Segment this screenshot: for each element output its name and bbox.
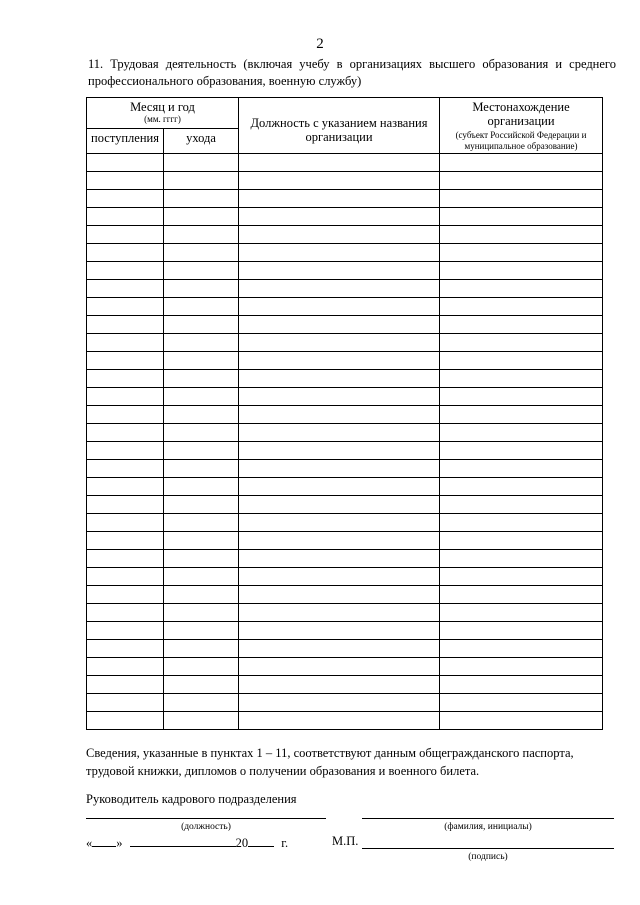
end-cell[interactable] xyxy=(164,550,239,568)
table-row xyxy=(87,586,603,604)
end-cell[interactable] xyxy=(164,532,239,550)
start-cell[interactable] xyxy=(87,280,164,298)
location-cell[interactable] xyxy=(440,676,603,694)
location-cell[interactable] xyxy=(440,532,603,550)
position-cell[interactable] xyxy=(239,514,440,532)
certification-statement: Сведения, указанные в пунктах 1 – 11, соответствуют данным общегражданского паспорта, трудовой книжки, дипломов о получении образования и военного билета. xyxy=(86,746,574,778)
work-history-table xyxy=(86,97,603,730)
table-row xyxy=(87,226,603,244)
date-line xyxy=(86,834,288,851)
position-cell[interactable] xyxy=(239,604,440,622)
start-cell[interactable] xyxy=(87,316,164,334)
name-line[interactable] xyxy=(362,818,614,819)
end-cell[interactable] xyxy=(164,370,239,388)
location-cell[interactable] xyxy=(440,388,603,406)
location-cell[interactable] xyxy=(440,568,603,586)
location-cell[interactable] xyxy=(440,442,603,460)
location-cell[interactable] xyxy=(440,694,603,712)
header-location-note: (субъект Российской Федерации и муниципальное образование) xyxy=(455,130,587,151)
stamp-label: М.П. xyxy=(332,834,359,848)
header-end xyxy=(164,129,239,154)
position-cell[interactable] xyxy=(239,316,440,334)
start-cell[interactable] xyxy=(87,172,164,190)
position-cell[interactable] xyxy=(239,226,440,244)
position-cell[interactable] xyxy=(239,172,440,190)
end-cell[interactable] xyxy=(164,388,239,406)
position-cell[interactable] xyxy=(239,496,440,514)
location-cell[interactable] xyxy=(440,622,603,640)
end-cell[interactable] xyxy=(164,676,239,694)
end-cell[interactable] xyxy=(164,640,239,658)
year-prefix: 20 xyxy=(235,836,249,850)
start-cell[interactable] xyxy=(87,604,164,622)
year-field[interactable] xyxy=(248,834,274,847)
location-cell[interactable] xyxy=(440,424,603,442)
end-cell[interactable] xyxy=(164,424,239,442)
location-cell[interactable] xyxy=(440,208,603,226)
end-cell[interactable] xyxy=(164,208,239,226)
table-row xyxy=(87,352,603,370)
table-row xyxy=(87,424,603,442)
table-row xyxy=(87,532,603,550)
position-line[interactable] xyxy=(86,818,326,819)
header-month-year-format: (мм. гггг) xyxy=(144,114,181,124)
start-cell[interactable] xyxy=(87,640,164,658)
date-close-quote: » xyxy=(116,836,123,850)
page-number: 2 xyxy=(316,36,324,52)
end-cell[interactable] xyxy=(164,352,239,370)
location-cell[interactable] xyxy=(440,244,603,262)
position-cell[interactable] xyxy=(239,406,440,424)
location-cell[interactable] xyxy=(440,262,603,280)
end-cell[interactable] xyxy=(164,496,239,514)
end-cell[interactable] xyxy=(164,280,239,298)
position-cell[interactable] xyxy=(239,154,440,172)
location-cell[interactable] xyxy=(440,298,603,316)
start-cell[interactable] xyxy=(87,208,164,226)
position-cell[interactable] xyxy=(239,478,440,496)
table-row xyxy=(87,190,603,208)
end-cell[interactable] xyxy=(164,622,239,640)
position-cell[interactable] xyxy=(239,460,440,478)
location-cell[interactable] xyxy=(440,496,603,514)
start-cell[interactable] xyxy=(87,496,164,514)
start-cell[interactable] xyxy=(87,712,164,730)
table-row xyxy=(87,478,603,496)
table-row xyxy=(87,640,603,658)
table-row xyxy=(87,514,603,532)
position-cell[interactable] xyxy=(239,424,440,442)
position-cell[interactable] xyxy=(239,550,440,568)
table-row xyxy=(87,712,603,730)
position-cell[interactable] xyxy=(239,640,440,658)
position-cell[interactable] xyxy=(239,208,440,226)
table-row xyxy=(87,568,603,586)
header-position xyxy=(239,98,440,154)
position-cell[interactable] xyxy=(239,370,440,388)
position-cell[interactable] xyxy=(239,442,440,460)
position-cell[interactable] xyxy=(239,586,440,604)
location-cell[interactable] xyxy=(440,478,603,496)
end-cell[interactable] xyxy=(164,244,239,262)
table-row xyxy=(87,496,603,514)
end-cell[interactable] xyxy=(164,586,239,604)
header-end-label: ухода xyxy=(186,131,216,145)
end-cell[interactable] xyxy=(164,298,239,316)
section-heading-line2: профессионального образования, военную службу) xyxy=(88,74,362,88)
day-field[interactable] xyxy=(92,834,116,847)
table-row xyxy=(87,334,603,352)
date-open-quote: « xyxy=(86,836,93,850)
start-cell[interactable] xyxy=(87,406,164,424)
location-cell[interactable] xyxy=(440,712,603,730)
signature-caption: (подпись) xyxy=(468,852,508,862)
end-cell[interactable] xyxy=(164,154,239,172)
location-cell[interactable] xyxy=(440,334,603,352)
table-row xyxy=(87,676,603,694)
start-cell[interactable] xyxy=(87,694,164,712)
header-start xyxy=(87,129,164,154)
end-cell[interactable] xyxy=(164,478,239,496)
table-row xyxy=(87,406,603,424)
start-cell[interactable] xyxy=(87,190,164,208)
location-cell[interactable] xyxy=(440,460,603,478)
table-row xyxy=(87,316,603,334)
start-cell[interactable] xyxy=(87,244,164,262)
location-cell[interactable] xyxy=(440,190,603,208)
location-cell[interactable] xyxy=(440,586,603,604)
table-row xyxy=(87,622,603,640)
year-suffix: г. xyxy=(281,836,289,850)
location-cell[interactable] xyxy=(440,172,603,190)
location-cell[interactable] xyxy=(440,514,603,532)
start-cell[interactable] xyxy=(87,154,164,172)
end-cell[interactable] xyxy=(164,226,239,244)
start-cell[interactable] xyxy=(87,568,164,586)
table-row xyxy=(87,208,603,226)
header-start-label: поступления xyxy=(91,131,159,145)
position-cell[interactable] xyxy=(239,190,440,208)
start-cell[interactable] xyxy=(87,424,164,442)
section-heading-line1: 11. Трудовая деятельность (включая учебу в организациях высшего образования и среднего xyxy=(88,57,616,71)
header-month-year-label: Месяц и год xyxy=(130,100,195,114)
table-row xyxy=(87,154,603,172)
position-cell[interactable] xyxy=(239,694,440,712)
start-cell[interactable] xyxy=(87,352,164,370)
hr-head-label: Руководитель кадрового подразделения xyxy=(86,792,297,806)
header-position-label: Должность с указанием названия организации xyxy=(250,116,428,144)
position-cell[interactable] xyxy=(239,532,440,550)
end-cell[interactable] xyxy=(164,316,239,334)
header-location-label: Местонахождение организации xyxy=(472,100,570,128)
table-row xyxy=(87,694,603,712)
header-month-year xyxy=(87,98,239,129)
position-cell[interactable] xyxy=(239,712,440,730)
table-row xyxy=(87,244,603,262)
start-cell[interactable] xyxy=(87,460,164,478)
position-cell[interactable] xyxy=(239,622,440,640)
start-cell[interactable] xyxy=(87,370,164,388)
start-cell[interactable] xyxy=(87,334,164,352)
position-cell[interactable] xyxy=(239,568,440,586)
start-cell[interactable] xyxy=(87,550,164,568)
end-cell[interactable] xyxy=(164,334,239,352)
end-cell[interactable] xyxy=(164,568,239,586)
table-row xyxy=(87,262,603,280)
name-caption: (фамилия, инициалы) xyxy=(444,822,532,832)
location-cell[interactable] xyxy=(440,658,603,676)
position-caption: (должность) xyxy=(181,822,231,832)
start-cell[interactable] xyxy=(87,442,164,460)
table-row xyxy=(87,658,603,676)
end-cell[interactable] xyxy=(164,460,239,478)
position-cell[interactable] xyxy=(239,244,440,262)
section-heading xyxy=(88,56,616,90)
table-row xyxy=(87,388,603,406)
start-cell[interactable] xyxy=(87,676,164,694)
position-cell[interactable] xyxy=(239,280,440,298)
table-row xyxy=(87,172,603,190)
location-cell[interactable] xyxy=(440,352,603,370)
start-cell[interactable] xyxy=(87,478,164,496)
end-cell[interactable] xyxy=(164,442,239,460)
start-cell[interactable] xyxy=(87,586,164,604)
table-row xyxy=(87,370,603,388)
location-cell[interactable] xyxy=(440,406,603,424)
start-cell[interactable] xyxy=(87,658,164,676)
position-cell[interactable] xyxy=(239,262,440,280)
location-cell[interactable] xyxy=(440,604,603,622)
location-cell[interactable] xyxy=(440,370,603,388)
end-cell[interactable] xyxy=(164,172,239,190)
end-cell[interactable] xyxy=(164,190,239,208)
start-cell[interactable] xyxy=(87,514,164,532)
table-row xyxy=(87,460,603,478)
start-cell[interactable] xyxy=(87,226,164,244)
location-cell[interactable] xyxy=(440,154,603,172)
location-cell[interactable] xyxy=(440,280,603,298)
position-cell[interactable] xyxy=(239,658,440,676)
location-cell[interactable] xyxy=(440,550,603,568)
start-cell[interactable] xyxy=(87,298,164,316)
month-field[interactable] xyxy=(130,834,236,847)
position-cell[interactable] xyxy=(239,298,440,316)
end-cell[interactable] xyxy=(164,712,239,730)
table-row xyxy=(87,604,603,622)
start-cell[interactable] xyxy=(87,532,164,550)
location-cell[interactable] xyxy=(440,640,603,658)
table-row xyxy=(87,280,603,298)
signature-line[interactable] xyxy=(362,848,614,849)
position-cell[interactable] xyxy=(239,388,440,406)
position-cell[interactable] xyxy=(239,334,440,352)
start-cell[interactable] xyxy=(87,622,164,640)
location-cell[interactable] xyxy=(440,316,603,334)
header-location xyxy=(440,98,603,154)
end-cell[interactable] xyxy=(164,658,239,676)
location-cell[interactable] xyxy=(440,226,603,244)
table-row xyxy=(87,298,603,316)
position-cell[interactable] xyxy=(239,676,440,694)
start-cell[interactable] xyxy=(87,388,164,406)
end-cell[interactable] xyxy=(164,694,239,712)
end-cell[interactable] xyxy=(164,604,239,622)
start-cell[interactable] xyxy=(87,262,164,280)
table-row xyxy=(87,550,603,568)
position-cell[interactable] xyxy=(239,352,440,370)
table-row xyxy=(87,442,603,460)
end-cell[interactable] xyxy=(164,406,239,424)
end-cell[interactable] xyxy=(164,514,239,532)
end-cell[interactable] xyxy=(164,262,239,280)
